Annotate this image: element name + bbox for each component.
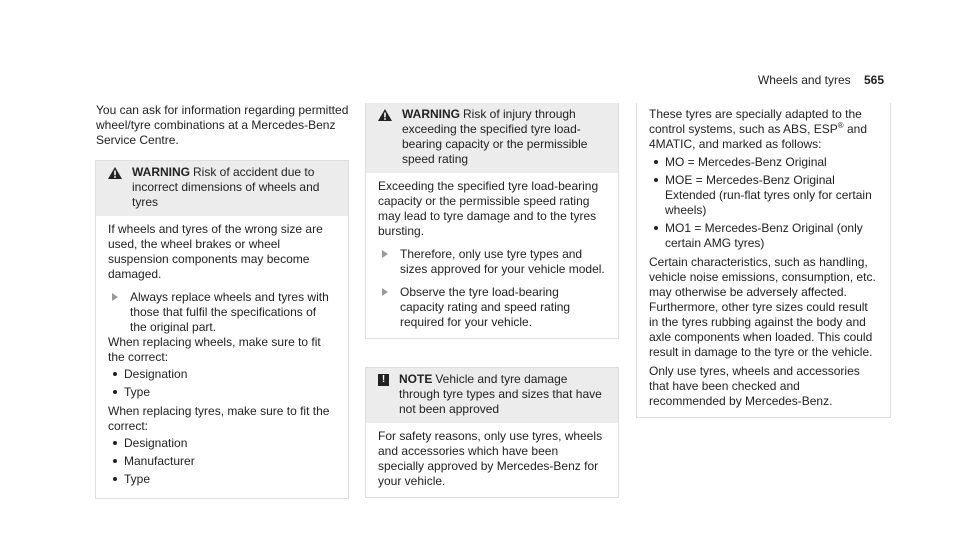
list-item: MOE = Mercedes-Benz Original Extended (run-flat tyres only for certain wheels) xyxy=(649,173,878,218)
intro-text xyxy=(649,107,878,152)
wheels-intro: When replacing wheels, make sure to fit the correct: xyxy=(108,335,321,364)
note-body-text: For safety reasons, only use tyres, wheels and accessories which have been specially approved by Mercedes-Benz for your vehicle. xyxy=(378,429,603,488)
page-header xyxy=(758,73,884,88)
warning-box-injury xyxy=(365,103,619,339)
action-step xyxy=(108,290,336,335)
warning-body-text: If wheels and tyres of the wrong size are used, the wheel brakes or wheel suspension components may become damaged. xyxy=(108,222,323,281)
list-item: MO = Mercedes-Benz Original xyxy=(649,155,878,170)
tyres-list xyxy=(108,436,336,487)
warning-triangle-icon xyxy=(108,167,122,179)
note-keyword: NOTE xyxy=(399,372,433,386)
note-body xyxy=(366,423,618,497)
step-text: Always replace wheels and tyres with those that fulfil the specifications of the original part. xyxy=(130,290,329,334)
page-number: 565 xyxy=(863,73,884,87)
list-item: Designation xyxy=(108,436,336,451)
characteristics-text: Certain characteristics, such as handling, vehicle noise emissions, consumption, etc. may otherwise be adversely affected. Furthermore, other tyre sizes could result in the tyres rubbing against the body and axle components when loaded. This could result in damage to the tyre or the vehicle. xyxy=(649,255,876,359)
intro-text: You can ask for information regarding permitted wheel/tyre combinations at a Mercedes-Benz Service Centre. xyxy=(96,103,349,147)
column-1 xyxy=(95,103,349,499)
list-item: Designation xyxy=(108,367,336,382)
warning-header xyxy=(366,103,618,173)
warning-body-text: Exceeding the specified tyre load-bearing capacity or the permissible speed rating may lead to tyre damage and to the tyres bursting. xyxy=(378,179,599,238)
action-step xyxy=(378,285,606,330)
warning-body xyxy=(96,216,348,498)
action-step xyxy=(378,247,606,277)
section-title: Wheels and tyres xyxy=(757,73,851,87)
recommendation-text: Only use tyres, wheels and accessories that have been checked and recommended by Mercedes-Benz. xyxy=(649,364,860,408)
column-3-box xyxy=(636,103,891,418)
step-arrow-icon xyxy=(112,293,118,301)
note-title: Vehicle and tyre damage through tyre types and sizes that have not been approved xyxy=(399,372,602,416)
warning-title: Risk of accident due to incorrect dimensions of wheels and tyres xyxy=(132,165,320,209)
step-arrow-icon xyxy=(382,288,388,296)
warning-header xyxy=(96,161,348,216)
list-item: Type xyxy=(108,472,336,487)
warning-box-accident xyxy=(95,160,349,499)
list-item: Manufacturer xyxy=(108,454,336,469)
wheels-list xyxy=(108,367,336,400)
exclamation-icon: ! xyxy=(378,374,389,386)
marking-list xyxy=(649,155,878,251)
step-text: Observe the tyre load-bearing capacity rating and speed rating required for your vehicle. xyxy=(400,285,571,329)
intro-text-a: These tyres are specially adapted to the control systems, such as ABS, ESP xyxy=(649,107,862,136)
registered-mark: ® xyxy=(837,121,844,130)
step-text: Therefore, only use tyre types and sizes approved for your vehicle model. xyxy=(400,247,605,276)
step-arrow-icon xyxy=(382,250,388,258)
note-header xyxy=(366,368,618,423)
warning-triangle-icon xyxy=(378,109,392,121)
warning-title: Risk of injury through exceeding the specified tyre load-bearing capacity or the permissible speed rating xyxy=(402,107,588,166)
intro-text-b: and 4MATIC, and marked as follows: xyxy=(649,122,868,151)
warning-keyword: WARNING xyxy=(132,165,190,179)
column-3-content xyxy=(637,103,890,417)
tyres-intro: When replacing tyres, make sure to fit the correct: xyxy=(108,404,330,433)
warning-keyword: WARNING xyxy=(402,107,460,121)
warning-body xyxy=(366,173,618,338)
note-box xyxy=(365,367,619,498)
column-2 xyxy=(365,103,619,498)
list-item: Type xyxy=(108,385,336,400)
list-item: MO1 = Mercedes-Benz Original (only certain AMG tyres) xyxy=(649,221,878,251)
